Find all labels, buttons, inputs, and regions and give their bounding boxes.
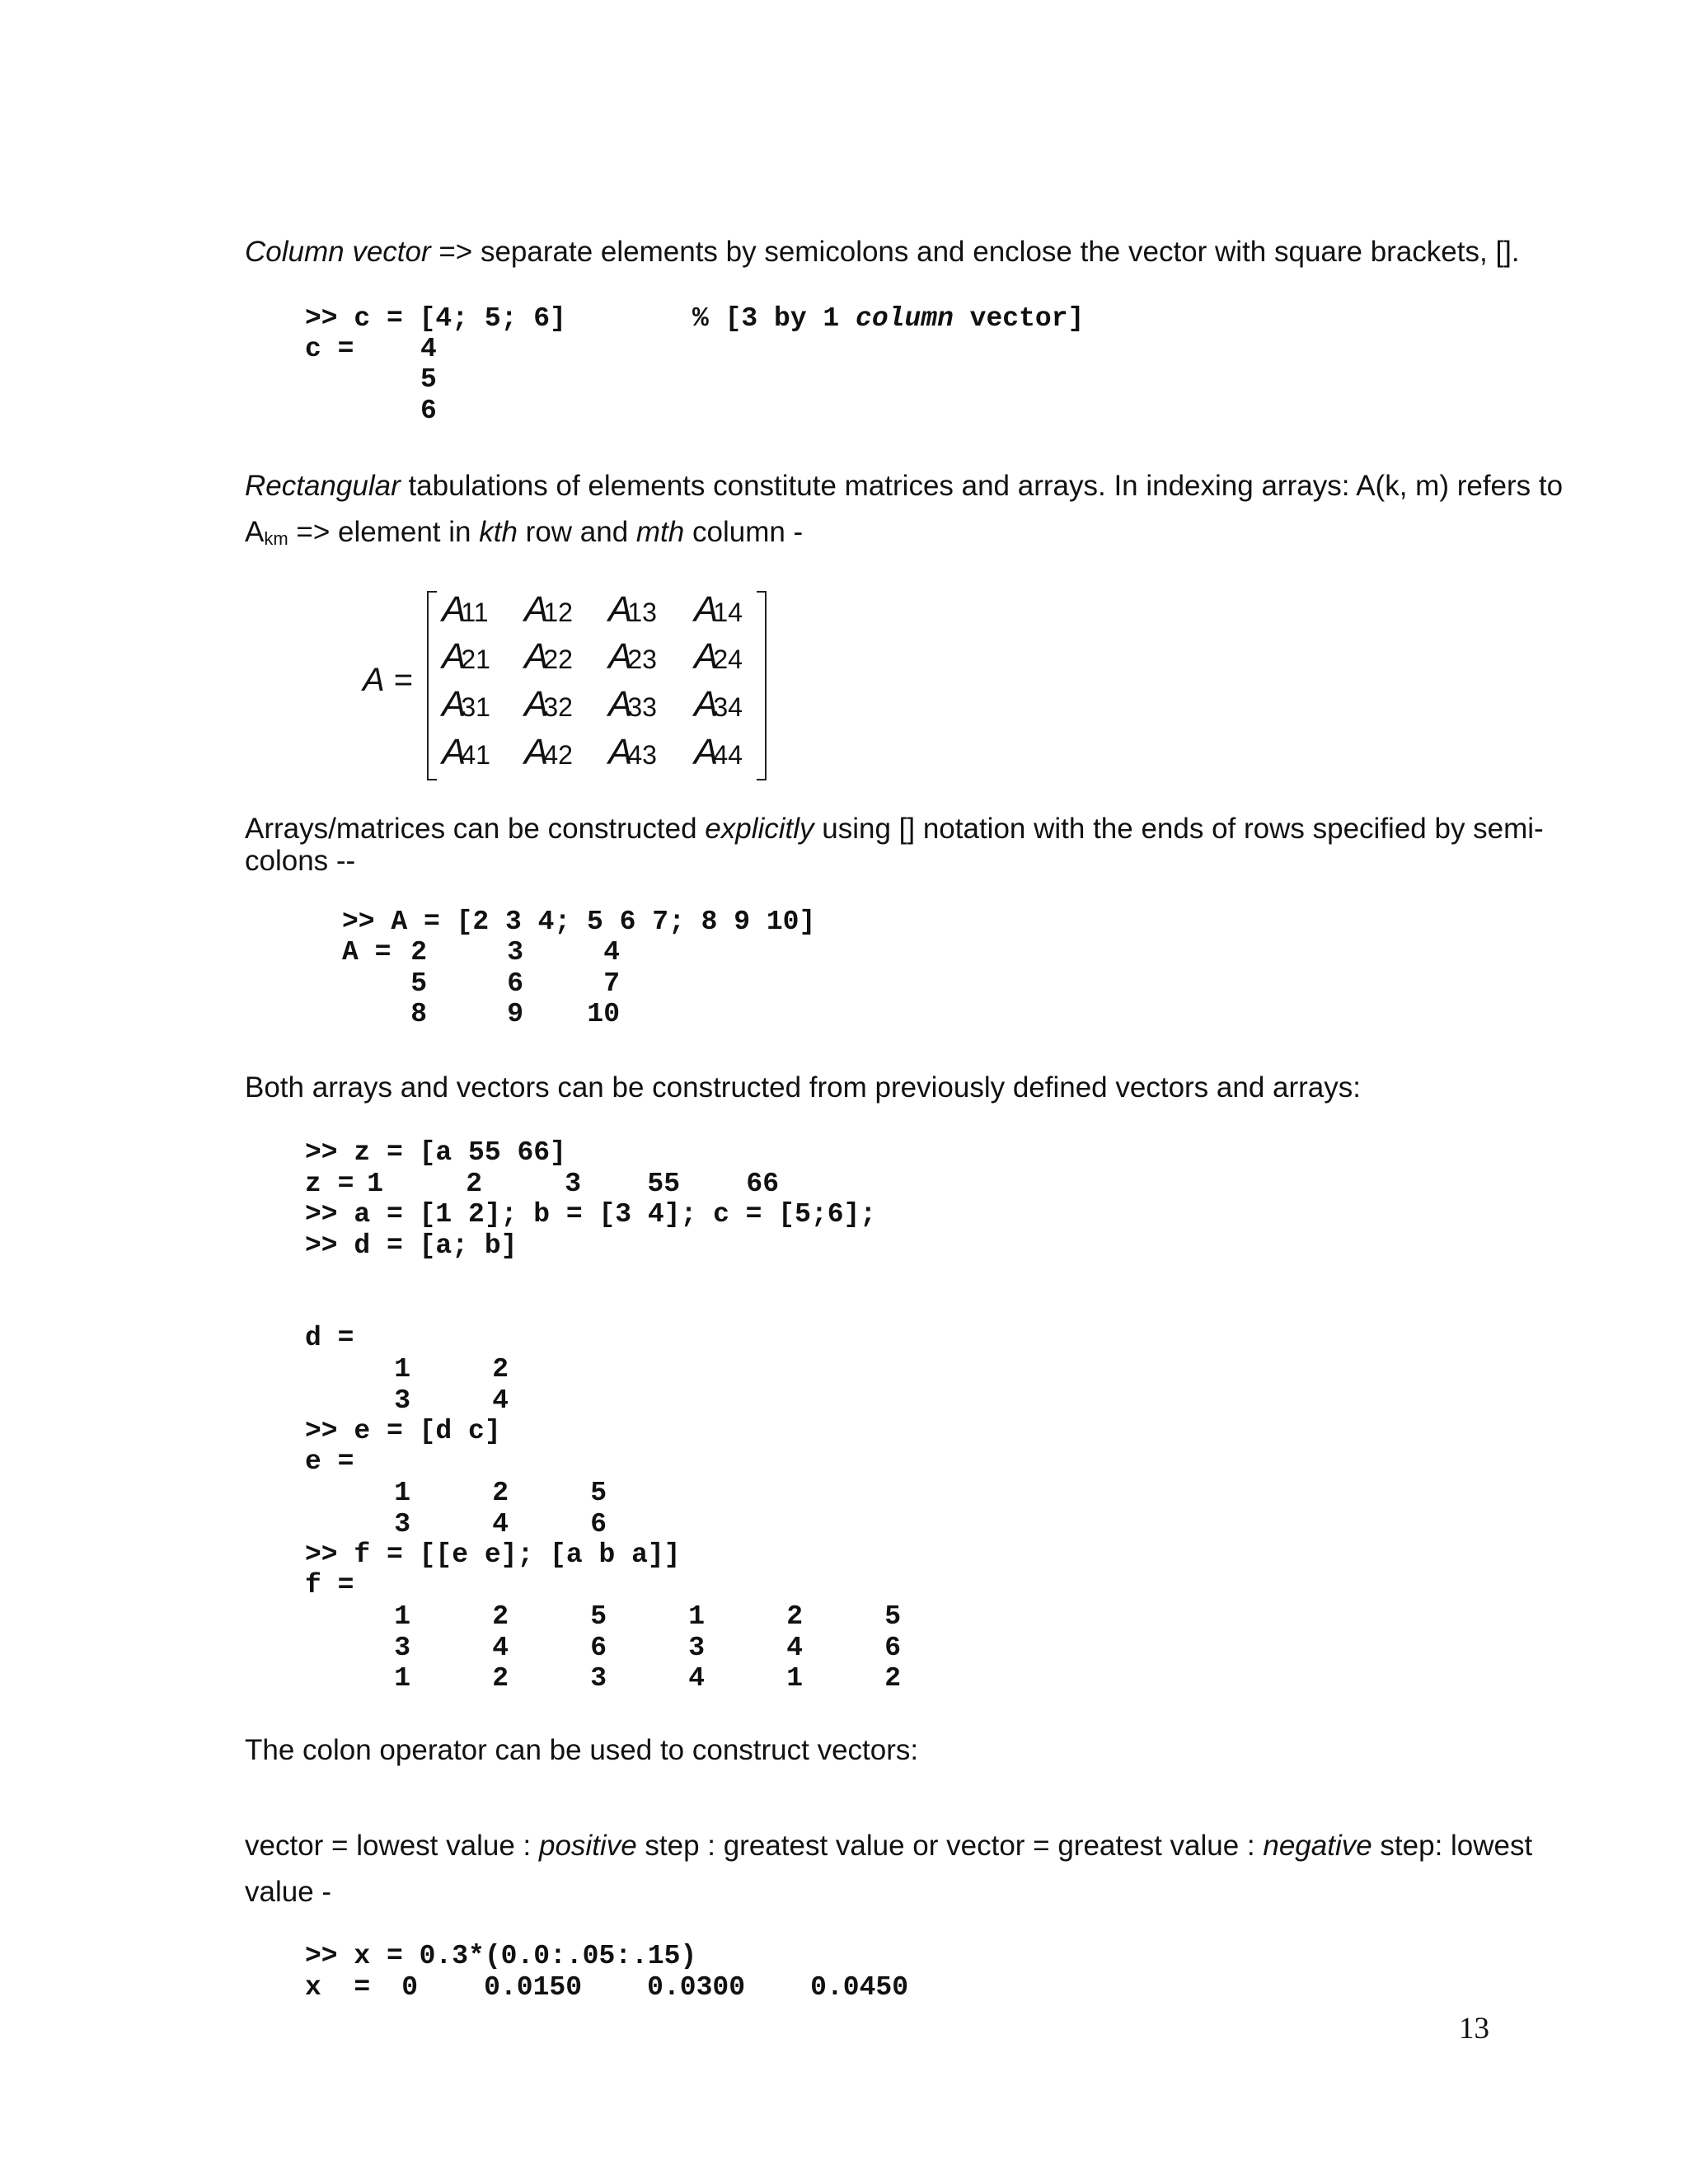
matrix-cell: A12 (524, 589, 573, 630)
code-command-d: >> d = [a; b] (305, 1230, 518, 1261)
page-number: 13 (1459, 2012, 1489, 2046)
output-label-d: d = (305, 1323, 354, 1353)
output-label-f: f = (305, 1570, 354, 1601)
code-command-f: >> f = [[e e]; [a b a]] (305, 1540, 681, 1570)
output-label-z: z = (305, 1169, 354, 1199)
matrix-cell: A22 (524, 636, 573, 677)
matrix-cell: A21 (442, 636, 490, 677)
matrix-cell: A13 (608, 589, 657, 630)
matrix-cell: A11 (442, 589, 489, 630)
matrix-cell: A32 (524, 684, 573, 724)
colon-syntax-paragraph-line1: vector = lowest value : positive step : greatest value or vector = greatest value : negative step: lowest (245, 1830, 1533, 1862)
matrix-cell: A14 (694, 589, 743, 630)
matrix-cell: A42 (524, 732, 573, 772)
colon-operator-paragraph: The colon operator can be used to construct vectors: (245, 1734, 919, 1766)
rectangular-paragraph-line1: Rectangular tabulations of elements constitute matrices and arrays. In indexing arrays: A(k, m) refers to (245, 470, 1564, 502)
matrix-cell: A43 (608, 732, 657, 772)
output-label-c: c = (305, 334, 354, 364)
matrix-right-bracket (757, 591, 767, 780)
code-command-A: >> A = [2 3 4; 5 6 7; 8 9 10] (342, 907, 816, 937)
column-vector-term: Column vector (245, 236, 431, 268)
matrix-cell: A23 (608, 636, 657, 677)
column-vector-text: => separate elements by semicolons and enclose the vector with square brackets, []. (430, 236, 1520, 268)
matrix-left-bracket (427, 591, 437, 780)
explicit-construction-paragraph-line2: colons -- (245, 845, 356, 877)
output-value-c3: 6 (420, 396, 437, 426)
matrix-cell: A33 (608, 684, 657, 724)
code-command-z: >> z = [a 55 66] (305, 1137, 566, 1168)
output-label-A: A = (342, 937, 392, 968)
output-label-x: x = (305, 1972, 371, 2003)
column-vector-paragraph (245, 229, 1520, 275)
previously-defined-paragraph: Both arrays and vectors can be constructed from previously defined vectors and arrays: (245, 1071, 1361, 1104)
code-command-e: >> e = [d c] (305, 1416, 501, 1446)
explicit-construction-paragraph-line1: Arrays/matrices can be constructed explicitly using [] notation with the ends of rows specified by semi- (245, 813, 1544, 845)
output-value-c2: 5 (420, 364, 437, 395)
matrix-cell: A34 (694, 684, 743, 724)
matrix-label: A = (363, 662, 414, 698)
rectangular-paragraph-line2: Akm => element in kth row and mth column - (245, 516, 804, 549)
matrix-cell: A44 (694, 732, 743, 772)
matrix-cell: A24 (694, 636, 743, 677)
colon-syntax-paragraph-line2: value - (245, 1876, 332, 1908)
code-command-x: >> x = 0.3*(0.0:.05:.15) (305, 1941, 697, 1971)
matrix-cell: A41 (442, 732, 490, 772)
matrix-cell: A31 (442, 684, 490, 724)
matrix-figure (363, 589, 824, 787)
code-command-abc: >> a = [1 2]; b = [3 4]; c = [5;6]; (305, 1199, 877, 1230)
code-command-c: >> c = [4; 5; 6] (305, 303, 566, 334)
code-comment-c: % [3 by 1 column vector] (692, 303, 1085, 334)
document-page: Column vector => separate elements by semicolons and enclose the vector with square brackets, []. >> c = [4; 5; 6] % [3 by 1 column vector] c = 4 5 6 Rectangular tabulations of elements constitute matrices and arrays. In indexing arrays: A(k, m) refers to Akm => element in kth row and mth column - A = A11 A12 A13 A14 A21 A22 A23 A24 A31 A32 A33 A34 A41 A42 A43 A44 Arrays/matrices can be constructed explicitly using [] notation with the ends of rows specified by semi- colons -- >> A = [2 3 4; 5 6 7; 8 9 10] A = 2 3 4 5 6 7 8 9 10 Both arrays and vectors can be constructed from previously defined vectors and arrays: >> z = [a 55 66] z = 1 2 3 55 66 >> a = [1 2]; b = [3 4]; c = [5;6]; >> d = [a; b] d = 1 2 3 4 >> e = [d c] e = 1 2 5 3 4 6 >> f = [[e e]; [a b a]] f = 1 2 5 1 2 5 3 4 6 3 4 6 1 2 3 4 1 2 The colon operator can be used to construct vectors: vector = lowest value : positive step : greatest value or vector = greatest value : negative step: lowest value - >> x = 0.3*(0.0:.05:.15) x = 0 0.0150 0.0300 0.0450 13 (0, 0, 1688, 2184)
output-value-c1: 4 (420, 334, 437, 364)
output-label-e: e = (305, 1446, 354, 1477)
